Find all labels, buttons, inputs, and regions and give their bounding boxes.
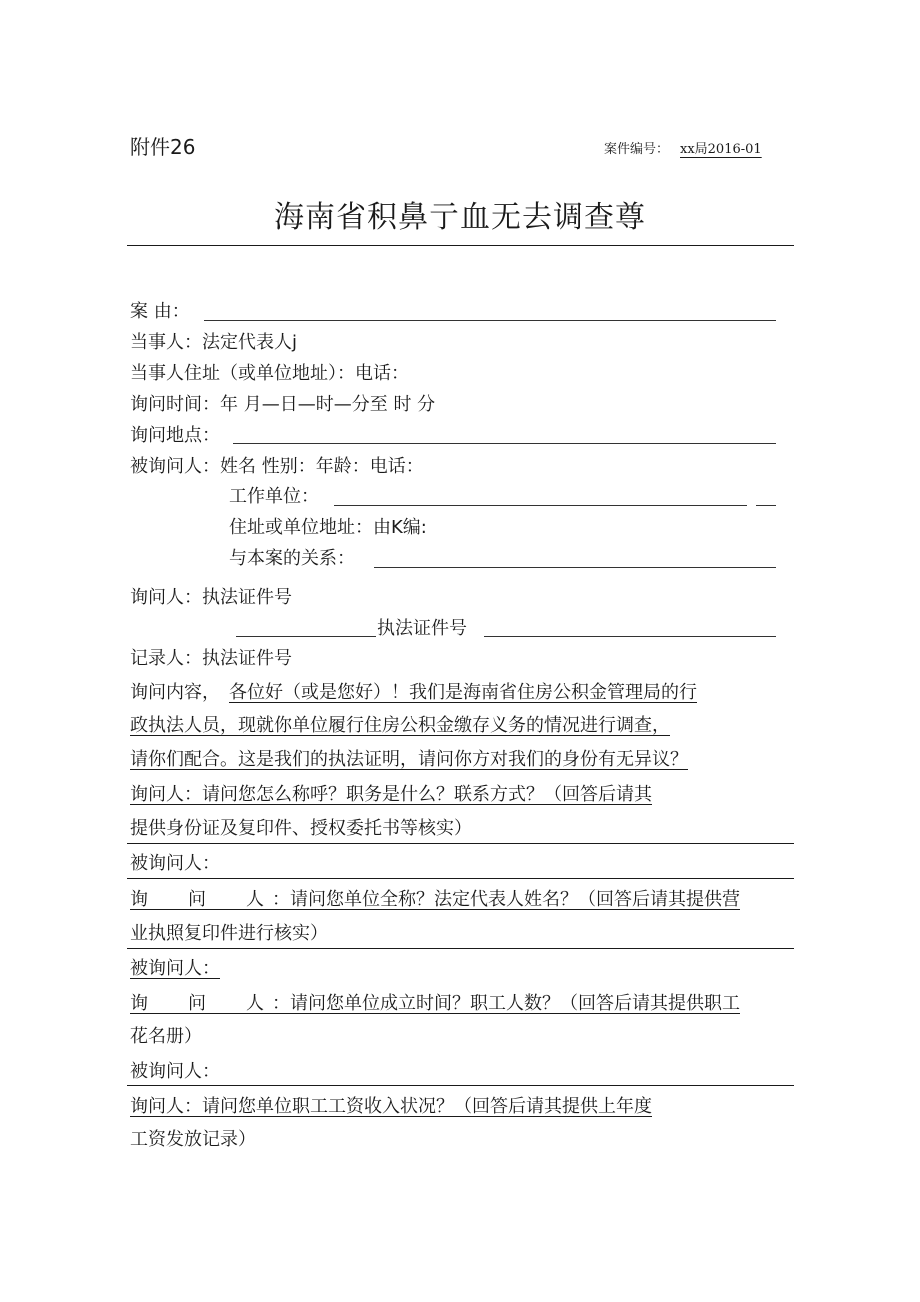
- work-unit-blank[interactable]: [334, 505, 747, 506]
- cause-blank[interactable]: [204, 320, 776, 321]
- cause-label: 案 由：: [130, 301, 190, 322]
- content-label: 询问内容，: [130, 682, 220, 703]
- inquirer-line: 询问人：执法证件号: [130, 587, 292, 608]
- address-line: 住址或单位地址：由K编:: [229, 517, 427, 538]
- document-title: 海南省积鼻亍血无去调查尊: [274, 200, 646, 235]
- work-unit-blank-tail: [756, 505, 776, 506]
- second-cert-blank[interactable]: [484, 636, 776, 637]
- appendix-label: 附件26: [130, 135, 196, 159]
- question-2-line-2: 业执照复印件进行核实）: [130, 923, 328, 944]
- question-2-line-1: ：请问您单位全称？法定代表人姓名？（回答后请其提供营: [272, 889, 740, 910]
- work-unit-label: 工作单位：: [229, 486, 319, 507]
- title-divider: [127, 245, 794, 246]
- question-3-line-2: 花名册）: [130, 1026, 202, 1047]
- question-3-speaker-text: 询问人: [130, 993, 304, 1014]
- question-1-line-2: 提供身份证及复印件、授权委托书等核实）: [130, 818, 472, 839]
- inquiree-line: 被询问人：姓名 性别：年龄：电话：: [130, 456, 424, 477]
- second-inquirer-blank[interactable]: [236, 636, 376, 637]
- answer-3-label: 被询问人：: [130, 1061, 220, 1082]
- party-line: 当事人：法定代表人j: [130, 332, 298, 353]
- inquiry-place-blank[interactable]: [233, 443, 776, 444]
- content-line-1: 各位好（或是您好）！我们是海南省住房公积金管理局的行: [229, 682, 697, 703]
- case-number-label: 案件编号：: [604, 142, 670, 157]
- question-4-line-2: 工资发放记录）: [130, 1129, 256, 1150]
- case-number-value: xx局2016-01: [680, 142, 762, 157]
- rule-3: [127, 948, 794, 949]
- rule-2: [127, 878, 794, 879]
- inquiry-place-label: 询问地点：: [130, 425, 220, 446]
- answer-2-label: 被询问人：: [130, 958, 220, 979]
- content-line-3: 请你们配合。这是我们的执法证明，请问你方对我们的身份有无异议？: [130, 749, 688, 770]
- question-3-line-1: ：请问您单位成立时间？职工人数？（回答后请其提供职工: [272, 993, 740, 1014]
- second-cert-label: 执法证件号: [377, 618, 467, 639]
- question-1-line-1: 询问人：请问您怎么称呼？职务是什么？联系方式？（回答后请其: [130, 784, 652, 805]
- rule-1: [127, 843, 794, 844]
- content-line-2: 政执法人员，现就你单位履行住房公积金缴存义务的情况进行调查，: [130, 715, 670, 736]
- question-4-line-1: 询问人：请问您单位职工工资收入状况？（回答后请其提供上年度: [130, 1096, 652, 1117]
- answer-1-label: 被询问人：: [130, 853, 220, 874]
- question-2-speaker: [130, 888, 304, 912]
- recorder-line: 记录人：执法证件号: [130, 648, 292, 669]
- rule-4: [127, 1085, 794, 1086]
- party-address-line: 当事人住址（或单位地址）：电话：: [130, 363, 409, 384]
- relation-label: 与本案的关系：: [229, 548, 355, 569]
- relation-blank[interactable]: [374, 567, 776, 568]
- inquiry-time-line: 询问时间：年 月—日—时—分至 时 分: [130, 394, 436, 415]
- question-2-speaker-text: 询问人: [130, 889, 304, 910]
- question-3-speaker: [130, 992, 304, 1016]
